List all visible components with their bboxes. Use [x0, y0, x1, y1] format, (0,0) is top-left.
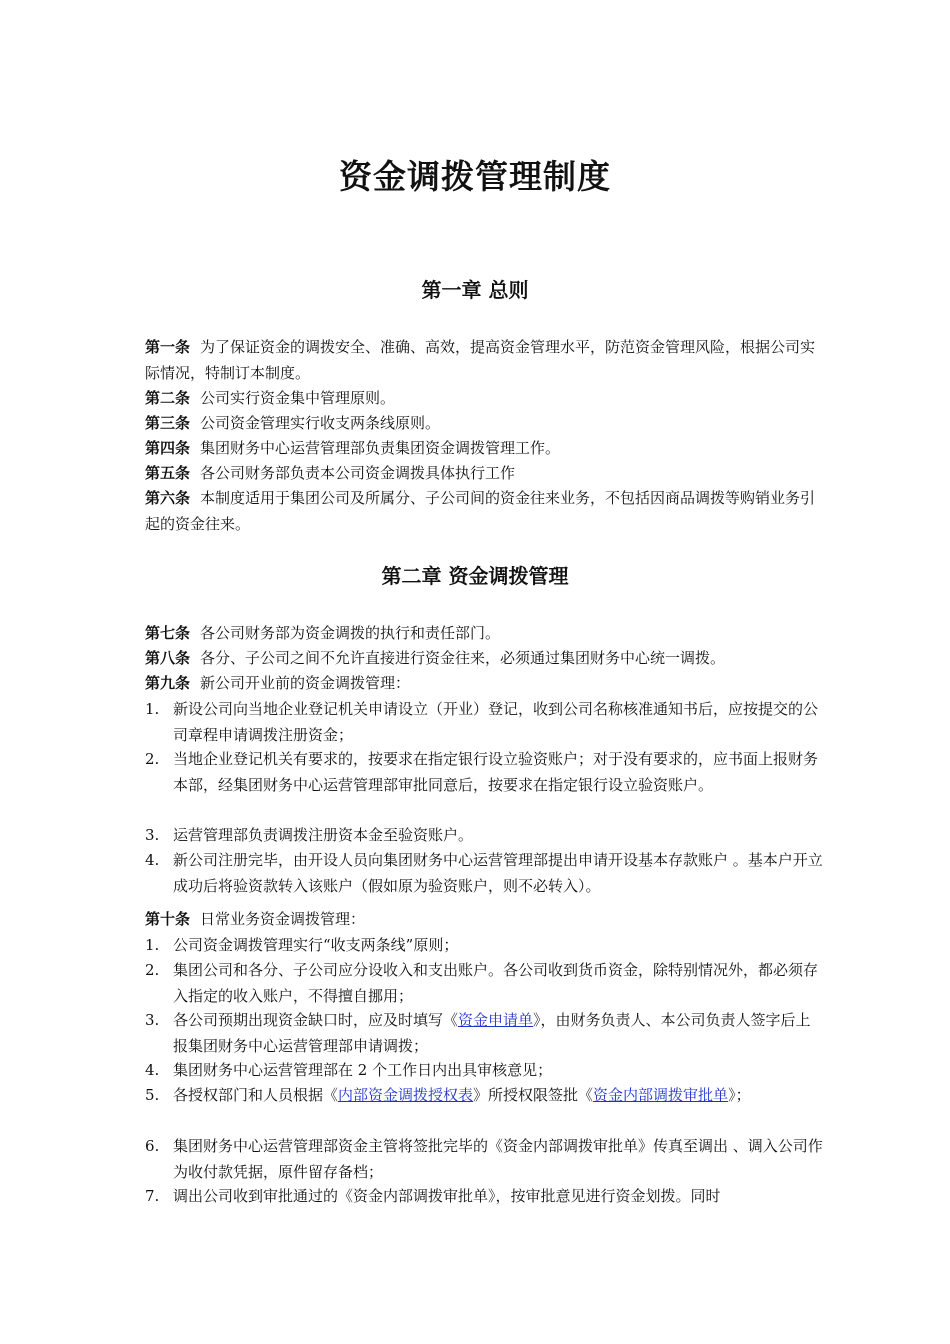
list-item — [145, 697, 825, 748]
list-item — [145, 1008, 825, 1059]
article-text: 集团财务中心运营管理部负责集团资金调拨管理工作。 — [200, 439, 561, 457]
list-number: 4. — [145, 1061, 160, 1079]
article-7 — [145, 621, 825, 647]
article-2 — [145, 386, 825, 412]
list-text: 调出公司收到审批通过的《资金内部调拨审批单》，按审批意见进行资金划拨。同时 — [173, 1187, 721, 1205]
list-text: 新设公司向当地企业登记机关申请设立（开业）登记，收到公司名称核准通知书后，应按提交的公司章程申请调拨注册资金； — [173, 700, 819, 744]
list-text-part: 各公司预期出现资金缺口时，应及时填写《 — [173, 1011, 459, 1029]
article-text: 公司实行资金集中管理原则。 — [200, 389, 396, 407]
list-text: 运营管理部负责调拨注册资本金至验资账户。 — [173, 826, 474, 844]
article-text: 公司资金管理实行收支两条线原则。 — [200, 414, 441, 432]
article-text: 本制度适用于集团公司及所属分、子公司间的资金往来业务，不包括因商品调拨等购销业务引起的资金往来。 — [145, 489, 816, 533]
article-label: 第二条 — [145, 389, 191, 407]
article-text: 为了保证资金的调拨安全、准确、高效，提高资金管理水平，防范资金管理风险，根据公司实际情况，特制订本制度。 — [145, 338, 816, 382]
transfer-approval-form-link[interactable]: 资金内部调拨审批单 — [593, 1086, 729, 1104]
list-item — [145, 823, 825, 849]
list-item — [145, 958, 825, 1009]
article-5 — [145, 461, 825, 487]
article-label: 第四条 — [145, 439, 191, 457]
list-text — [173, 1083, 825, 1109]
list-number: 2. — [145, 750, 160, 768]
list-number: 7. — [145, 1187, 160, 1205]
document-title: 资金调拨管理制度 — [339, 157, 611, 196]
article-text: 各公司财务部为资金调拨的执行和责任部门。 — [200, 624, 501, 642]
list-number: 2. — [145, 961, 160, 979]
article-label: 第九条 — [145, 674, 191, 692]
article-10 — [145, 907, 825, 933]
article-label: 第八条 — [145, 649, 191, 667]
list-item — [145, 1083, 825, 1109]
article-9 — [145, 671, 825, 697]
list-text: 集团财务中心运营管理部在 2 个工作日内出具审核意见； — [173, 1061, 553, 1079]
list-item — [145, 747, 825, 798]
list-text: 公司资金调拨管理实行“收支两条线”原则； — [173, 936, 459, 954]
chapter-1-heading: 第一章 总则 — [421, 278, 529, 302]
fund-request-form-link[interactable]: 资金申请单 — [458, 1011, 534, 1029]
list-text — [173, 1008, 825, 1059]
list-text-part: 各授权部门和人员根据《 — [173, 1086, 339, 1104]
list-number: 3. — [145, 1011, 160, 1029]
article-label: 第六条 — [145, 489, 191, 507]
list-number: 4. — [145, 851, 160, 869]
list-number: 5. — [145, 1086, 160, 1104]
article-6 — [145, 486, 825, 537]
article-1 — [145, 335, 825, 386]
list-text: 集团财务中心运营管理部资金主管将签批完毕的《资金内部调拨审批单》传真至调出 、调入公司作为收付款凭据，原件留存备档； — [173, 1137, 823, 1181]
list-item — [145, 1184, 825, 1210]
article-text: 日常业务资金调拨管理： — [200, 910, 366, 928]
article-label: 第三条 — [145, 414, 191, 432]
article-label: 第七条 — [145, 624, 191, 642]
list-number: 3. — [145, 826, 160, 844]
list-text: 集团公司和各分、子公司应分设收入和支出账户。各公司收到货币资金，除特别情况外，都必须存入指定的收入账户，不得擅自挪用； — [173, 961, 819, 1005]
list-item — [145, 1134, 825, 1185]
article-label: 第五条 — [145, 464, 191, 482]
article-3 — [145, 411, 825, 437]
chapter-2-heading: 第二章 资金调拨管理 — [381, 564, 569, 588]
list-text-part: 》所授权限签批《 — [473, 1086, 594, 1104]
article-text: 各公司财务部负责本公司资金调拨具体执行工作 — [200, 464, 516, 482]
list-number: 6. — [145, 1137, 160, 1155]
list-item — [145, 1058, 825, 1084]
list-text-part: 》，由财务负责人、本公司负责人签字后上报集团财务中心运营管理部申请调拨； — [173, 1011, 811, 1055]
list-number: 1. — [145, 936, 160, 954]
article-label: 第一条 — [145, 338, 191, 356]
article-label: 第十条 — [145, 910, 191, 928]
list-text-part: 》； — [728, 1086, 751, 1104]
list-text: 当地企业登记机关有要求的，按要求在指定银行设立验资账户；对于没有要求的，应书面上报财务本部，经集团财务中心运营管理部审批同意后，按要求在指定银行设立验资账户。 — [173, 750, 819, 794]
article-8 — [145, 646, 825, 672]
list-item — [145, 933, 825, 959]
list-number: 1. — [145, 700, 160, 718]
list-text: 新公司注册完毕，由开设人员向集团财务中心运营管理部提出申请开设基本存款账户 。基本户开立成功后将验资款转入该账户（假如原为验资账户，则不必转入）。 — [173, 851, 823, 895]
article-text: 各分、子公司之间不允许直接进行资金往来，必须通过集团财务中心统一调拨。 — [200, 649, 726, 667]
list-item — [145, 848, 825, 899]
authorization-table-link[interactable]: 内部资金调拨授权表 — [338, 1086, 474, 1104]
article-text: 新公司开业前的资金调拨管理： — [200, 674, 411, 692]
article-4 — [145, 436, 825, 462]
